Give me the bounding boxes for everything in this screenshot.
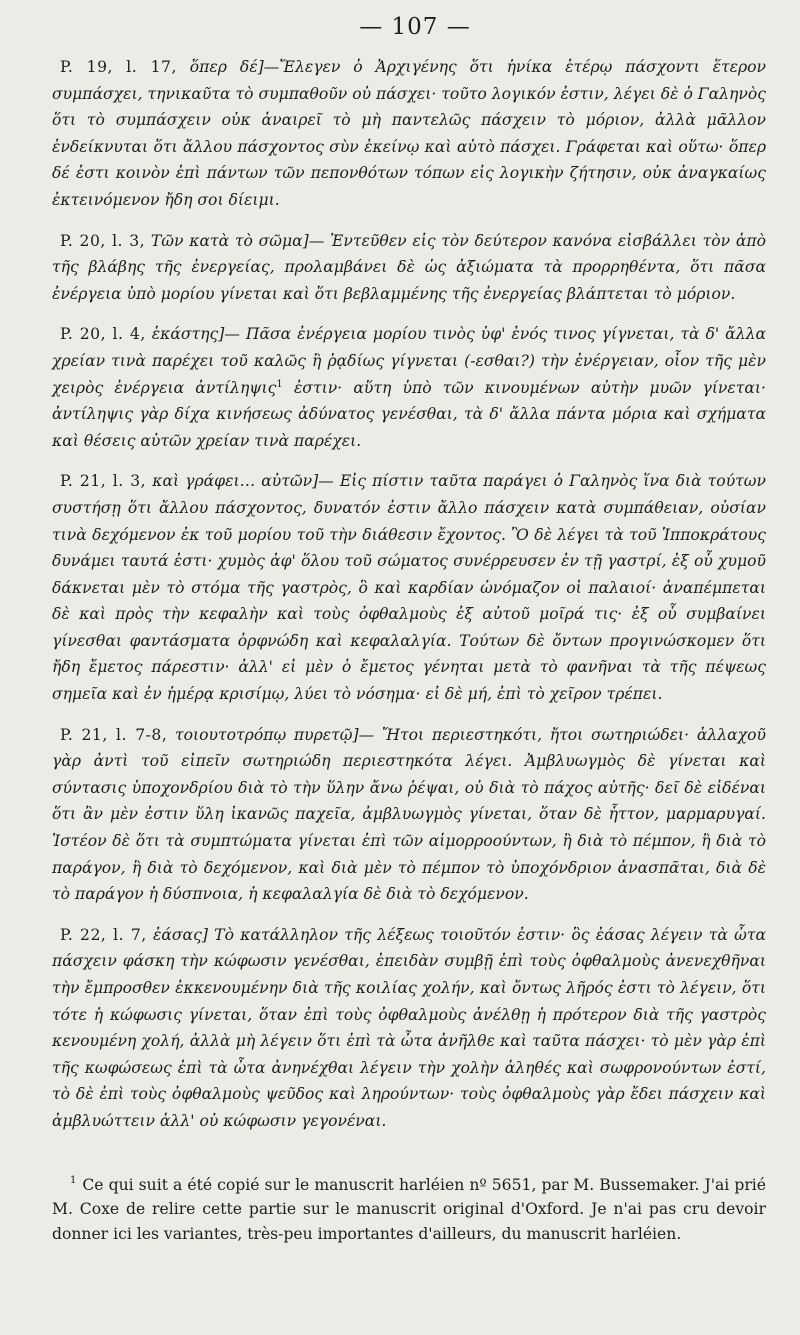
- entry-text: — Εἰς πίστιν ταῦτα παράγει ὁ Γαληνὸς ἵνα διὰ τούτων συστήσῃ ὅτι ἄλλου πάσχοντος, δυνατόν ἐστιν ἄλλο πάσχειν κατὰ συμπάθειαν, οὐσίαν τινὰ δεχόμενον ἐκ τοῦ μορίου τοῦ τὴν διάθεσιν ἔχοντος. Ὃ δὲ λέγει τὰ τοῦ Ἱπποκράτους δυνάμει ταυτά ἐστι· χυμὸς ἀφ' ὅλου τοῦ σώματος συνέρρευσεν ἐν τῇ γαστρί, ἐξ οὗ χυμοῦ δάκνεται μὲν τὸ στόμα τῆς γαστρὸς, ὃ καὶ καρδίαν ὠνόμαζον οἱ παλαιοί· ἀναπέμπεται δὲ καὶ πρὸς τὴν κεφαλὴν καὶ τοὺς ὀφθαλμοὺς ἐξ αὐτοῦ μοῖρά τις· ἐξ οὗ συμβαίνει γίνεσθαι φαντάσματα ὀρφνώδη καὶ κεφαλαλγία. Τούτων δὲ ὄντων προγινώσκομεν ὅτι ἤδη ἔμετος πάρεστιν· ἀλλ' εἰ μὲν ὁ ἔμετος γένηται μετὰ τὸ φανῆναι τὰ τῆς πέψεως σημεῖα καὶ ἐν ἡμέρᾳ κρισίμῳ, λύει τὸ νόσημα· εἰ δὲ μή, ἐπὶ τὸ χεῖρον τρέπει.: [52, 472, 766, 704]
- entry-reference: P. 21, l. 3,: [60, 472, 147, 491]
- entry-text: Τὸ κατάλληλον τῆς λέξεως τοιοῦτόν ἐστιν· ὃς ἐάσας λέγειν τὰ ὦτα πάσχειν φάσκη τὴν κώφωσιν γενέσθαι, ἐπειδὰν συμβῇ ἐπὶ τοὺς ὀφθαλμοὺς ἀνενεχθῆναι τὴν ἔμπροσθεν ἐκκενουμένην διὰ τῆς κοιλίας χολήν, καὶ ὄντως λῆρός ἐστι τὸ λέγειν, ὅτι τότε ἡ κώφωσις γίνεται, ὅταν ἐπὶ τοὺς ὀφθαλμοὺς ἀνέλθῃ ἡ πρότερον διὰ τῆς γαστρὸς κενουμένη χολή, ἀλλὰ μὴ λέγειν ὅτι ἐπὶ τὰ ὦτα ἀνῆλθε καὶ ταῦτα πάσχει· τὸ μὲν γὰρ ἐπὶ τῆς κωφώσεως ἐπὶ τὰ ὦτα ἀνηνέχθαι λέγειν τὴν χολὴν ἀληθές καὶ σωφρονούντων ἐστί, τὸ δὲ ἐπὶ τοὺς ὀφθαλμοὺς ψεῦδος καὶ ληρούντων· τοὺς ὀφθαλμοὺς γὰρ ἔδει πάσχειν καὶ ἀμβλυώττειν ἀλλ' οὐ κώφωσιν γεγονέναι.: [52, 925, 766, 1130]
- page-number: — 107 —: [359, 14, 471, 40]
- commentary-entry-3: [52, 321, 766, 454]
- commentary-entry-5: [52, 722, 766, 908]
- entry-lemma: ὅπερ δέ]: [189, 58, 264, 76]
- entry-lemma: Τῶν κατὰ τὸ σῶμα]: [150, 231, 309, 250]
- commentary-entry-6: [52, 922, 766, 1135]
- commentary-entry-1: [52, 54, 766, 214]
- entry-lemma: καὶ γράφει… αὐτῶν]: [152, 472, 319, 491]
- entry-text: —Ἔλεγεν ὁ Ἀρχιγένης ὅτι ἡνίκα ἑτέρῳ πάσχοντι ἕτερον συμπάσχει, τηνικαῦτα τὸ συμπαθοῦν οὐ πάσχει· τοῦτο λογικόν ἐστιν, λέγει δὲ ὁ Γαληνὸς ὅτι τὸ συμπάσχειν οὐκ ἀναιρεῖ τὸ μὴ παντελῶς πάσχειν τὸ μόριον, ἀλλὰ μᾶλλον ἐνδείκνυται ὅτι ἄλλου πάσχοντος σὺν ἐκείνῳ καὶ αὐτὸ πάσχει. Γράφεται καὶ οὕτω· ὅπερ δέ ἐστι κοινὸν ἐπὶ πάντων τῶν πεπονθότων τόπων εἰς λογικὴν ζήτησιν, οὐκ ἀναγκαίως ἐκτεινόμενον ἤδη σοι δίειμι.: [52, 58, 766, 209]
- entry-text: — Πᾶσα ἐνέργεια μορίου τινὸς ὑφ' ἑνός τινος γίγνεται, τὰ δ' ἄλλα χρείαν τινὰ παρέχει τοῦ καλῶς ἢ ῥᾳδίως γίγνεται (-εσθαι?) τὴν ἐνέργειαν, οἷον τῆς μὲν χειρὸς ἐνέργεια ἀντίληψις: [52, 325, 766, 397]
- entry-text: — Ἐντεῦθεν εἰς τὸν δεύτερον κανόνα εἰσβάλλει τὸν ἀπὸ τῆς βλάβης τῆς ἐνεργείας, προλαμβάνει δὲ ὡς ἀξιώματα τὰ προρρηθέντα, ὅτι πᾶσα ἐνέργεια ὑπὸ μορίου γίνεται καὶ ὅτι βεβλαμμένης τῆς ἐνεργείας βλάπτεται τὸ μόριον.: [52, 231, 766, 303]
- footnote-mark: 1: [70, 1175, 77, 1187]
- footnote-reference: 1: [276, 378, 283, 390]
- commentary-entry-2: [52, 228, 766, 308]
- entry-text: — Ἤτοι περιεστηκότι, ἤτοι σωτηριώδει· ἀλλαχοῦ γὰρ ἀντὶ τοῦ εἰπεῖν σωτηριώδη περιεστηκότα λέγει. Ἀμβλυωγμὸς δὲ γίνεται καὶ σύντασις ὑποχονδρίου διὰ τὸ τὴν ὕλην ἄνω ῥέψαι, οὐ διὰ τὸ πάχος αὐτῆς· δεῖ δὲ εἰδέναι ὅτι ἂν μὲν ἐστιν ὕλη ἱκανῶς παχεῖα, ἀμβλυωγμὸς γίνεται, ὅταν δὲ ἧττον, μαρμαρυγαί. Ἰστέον δὲ ὅτι τὰ συμπτώματα γίνεται ἐπὶ τῶν αἱμορροούντων, ἢ διὰ τὸ πέμπον, ἢ διὰ τὸ παράγον, ἢ διὰ τὸ δεχόμενον, καὶ διὰ μὲν τὸ πέμπον τὸ ὑποχόνδριον ἀνασπᾶται, διὰ δὲ τὸ παράγον ἡ δύσπνοια, ἡ κεφαλαλγία δὲ διὰ τὸ δεχόμενον.: [52, 725, 766, 904]
- entry-reference: P. 20, l. 4,: [60, 325, 146, 344]
- entry-lemma: ἐάσας]: [153, 925, 208, 944]
- entry-reference: P. 21, l. 7-8,: [60, 725, 168, 744]
- entry-reference: P. 19, l. 17,: [60, 58, 177, 76]
- entry-text-continued: ἐστιν· αὕτη ὑπὸ τῶν κινουμένων αὐτὴν μυῶν γίνεται· ἀντίληψις γὰρ δίχα κινήσεως ἀδύνατος γενέσθαι, τὰ δ' ἄλλα πάντα μόρια καὶ σχήματα καὶ θέσεις αὐτῶν χρείαν τινὰ παρέχει.: [52, 378, 767, 450]
- commentary-entry-4: [52, 468, 766, 707]
- entry-reference: P. 22, l. 7,: [60, 925, 147, 944]
- entry-lemma: τοιουτοτρόπῳ πυρετῷ]: [175, 725, 359, 744]
- entry-lemma: ἑκάστης]: [151, 325, 225, 344]
- entry-reference: P. 20, l. 3,: [60, 231, 146, 250]
- footnote: [52, 1173, 766, 1247]
- footnote-text: Ce qui suit a été copié sur le manuscrit harléien nº 5651, par M. Bussemaker. J'ai prié M. Coxe de relire cette partie sur le manuscrit original d'Oxford. Je n'ai pas cru devoir donner ici les variantes, très-peu importantes d'ailleurs, du manuscrit harléien.: [52, 1175, 766, 1243]
